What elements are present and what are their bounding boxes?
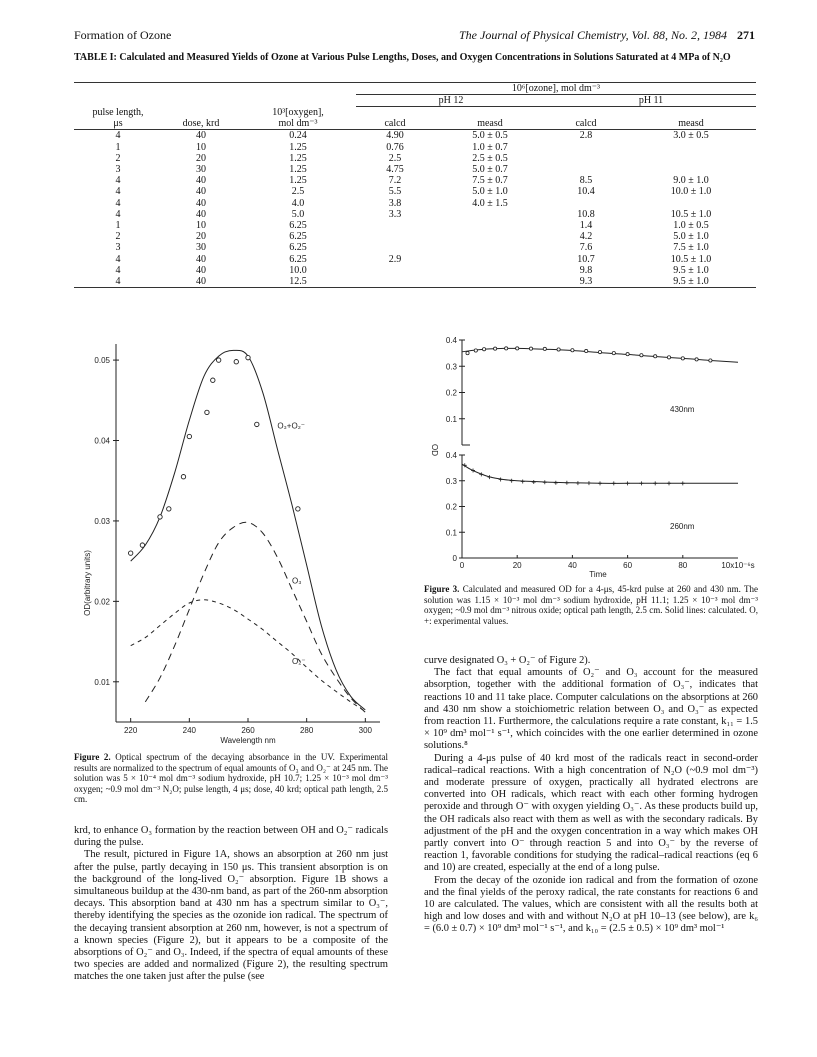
table-row — [74, 209, 756, 220]
figure-2 — [74, 338, 384, 750]
data-point — [576, 481, 580, 485]
table-cell — [434, 276, 546, 288]
x-tick-label: 240 — [182, 726, 197, 735]
x-tick-label: 80 — [678, 561, 688, 570]
table-cell: 1.0 ± 0.7 — [472, 141, 508, 153]
table-cell: 5.0 ± 0.7 — [472, 163, 508, 175]
table-cell: 10.8 — [577, 208, 595, 220]
table-cell: 5.5 — [388, 186, 402, 198]
right-column-text — [424, 655, 758, 936]
table-row — [74, 265, 756, 276]
table-cell — [434, 209, 546, 220]
table-cell — [356, 231, 434, 242]
table-cell: 20 — [196, 152, 206, 164]
data-point — [234, 359, 238, 363]
table-cell: 2.8 — [579, 130, 593, 142]
journal-citation — [459, 28, 755, 43]
table-cell: 1.25 — [289, 163, 307, 175]
table-cell: 4 — [115, 264, 121, 276]
data-point — [499, 477, 503, 481]
table-cell: 4 — [115, 253, 121, 265]
ozone-yield-table — [74, 82, 756, 288]
table-cell: 40 — [196, 208, 206, 220]
table-cell: 4 — [115, 186, 121, 198]
table-cell: 1.0 ± 0.5 — [673, 219, 709, 231]
data-point — [543, 347, 546, 350]
data-point — [529, 347, 532, 350]
left-column-text — [74, 825, 388, 984]
y-tick-label: 0.01 — [94, 677, 110, 687]
data-point — [181, 475, 185, 479]
ph12-header: pH 12 — [356, 95, 546, 107]
figure-3-chart — [420, 330, 760, 580]
data-point — [626, 353, 629, 356]
data-point — [205, 410, 209, 414]
paragraph: During a 4-μs pulse of 40 krd most of the radicals react in second-order radical–radical reactions. With a high concentration of N₂O (~0.9 mol dm⁻³) and moderate pressure of oxygen, practically all hydrated electrons are converted into OH radicals, which react with each other forming hydrogen peroxide and through O⁻ with oxygen yielding O₃⁻. As these products build up, the OH radicals also react with them as well as with the secondary radicals. By adjustment of the pH and the oxygen concentration in a way which makes OH partly convert into O⁻ through reaction 5 and into O₃⁻ by the reverse of reaction 1, favorable conditions for studying the radical–radical reactions (eq 6 and 10) are created, especially at the end of a long pulse. — [424, 752, 758, 874]
y-tick-label: 0.04 — [94, 436, 110, 446]
paragraph: curve designated O₃ + O₂⁻ of Figure 2). — [424, 655, 591, 666]
page-number: 271 — [737, 28, 755, 42]
table-cell: 4 — [115, 208, 121, 220]
data-point — [510, 479, 514, 483]
x-axis-label: Wavelength nm — [220, 736, 276, 745]
table-cell: 6.25 — [289, 219, 307, 231]
table-cell — [626, 142, 756, 153]
table-cell: 10.0 ± 1.0 — [670, 186, 712, 198]
figure-2-caption-text: Optical spectrum of the decaying absorbance in the UV. Experimental results are normalized to the spectrum of equal amounts of O₃ and O₂⁻ at 245 nm. The solution was 5 × 10⁻⁴ mol dm⁻³ sodium hydroxide, pH 10.7; 1.25 × 10⁻³ mol dm⁻³ oxygen; ~0.9 mol dm⁻³ N₂O; pulse length, 4 μs; dose, 40 krd; optical path length, 2.5 cm. — [74, 752, 388, 804]
x-tick-label: 280 — [299, 726, 314, 735]
table-cell: 10.0 — [289, 264, 307, 276]
table-cell: 40 — [196, 186, 206, 198]
y-tick-label: 0.1 — [445, 528, 457, 538]
series-line-1 — [131, 350, 366, 710]
data-point — [532, 480, 536, 484]
table-cell: 9.8 — [579, 264, 593, 276]
table-row — [74, 276, 756, 288]
table-cell: 40 — [196, 264, 206, 276]
data-point — [246, 355, 250, 359]
figure-3-caption-text: Calculated and measured OD for a 4-μs, 45-krd pulse at 260 and 430 nm. The solution was 1.15 × 10⁻³ mol dm⁻³ sodium hydroxide, pH 11.1; 1.25 × 10⁻³ mol dm⁻³ oxygen; ~0.9 mol dm⁻³ nitrous oxide; optical path length, 2.5 cm. Solid lines: calculated. O, +: experimental values. — [424, 584, 758, 626]
table-cell: 10.7 — [577, 253, 595, 265]
x-tick-label: 220 — [123, 726, 138, 735]
data-point — [640, 354, 643, 357]
x-unit-label: 10x10⁻⁶s — [721, 561, 755, 570]
table-cell: 5.0 — [291, 208, 305, 220]
data-point — [639, 481, 643, 485]
col-pulse-unit: μs — [74, 118, 162, 130]
data-point — [543, 480, 547, 484]
data-point — [516, 347, 519, 350]
table-cell: 10.5 ± 1.0 — [670, 208, 712, 220]
table-cell: 40 — [162, 276, 240, 288]
y-tick-label: 0.02 — [94, 597, 110, 607]
data-point — [681, 357, 684, 360]
data-point — [667, 356, 670, 359]
series-line-2 — [145, 522, 365, 712]
table-cell: 3 — [115, 163, 121, 175]
table-cell: 7.6 — [579, 242, 593, 254]
data-point — [667, 481, 671, 485]
table-cell: 2.5 ± 0.5 — [472, 152, 508, 164]
data-point — [654, 355, 657, 358]
table-cell — [626, 153, 756, 164]
data-point — [505, 347, 508, 350]
ph11-header: pH 11 — [546, 95, 756, 107]
table-cell: 30 — [196, 242, 206, 254]
data-point — [167, 507, 171, 511]
table-row — [74, 220, 756, 231]
table-cell: 9.3 — [546, 276, 626, 288]
data-point — [466, 352, 469, 355]
paragraph: The result, pictured in Figure 1A, shows an absorption at 260 nm just after the pulse, partly decaying in 150 μs. This transient absorption is on the background of the long-lived O₂⁻ absorption. Figure 1B shows a simultaneous buildup at the 430-nm band, as part of the 260-nm absorption decays. This absorption band at 430 nm has a spectrum similar to O₃⁻, thereby identifying the species as the ozonide ion radical. The spectrum of the decaying transient absorption at 260 nm, however, is not a spectrum of a known species (Figure 2), but it appears to be a composite of the absorptions of O₂⁻ and O₃. Indeed, if the spectra of equal amounts of these two species are added and normalized (Figure 2), the resulting spectrum matches the one taken just after the pulse (see — [74, 849, 388, 983]
col-pulse-header: pulse length, — [92, 106, 144, 118]
table-cell: 4 — [74, 276, 162, 288]
figure-3 — [420, 330, 760, 580]
data-point — [211, 378, 215, 382]
paragraph: From the decay of the ozonide ion radical and from the formation of ozone and the final yields of the peroxy radical, the rate constants for reactions 6 and 10 are calculated. The values, which are consistent with all the results both at high and low doses and with and without N₂O at pH 10–13 (see below), are k₆ = (6.0 ± 0.7) × 10⁹ dm³ mol⁻¹ s⁻¹, and k₁₀ = (2.5 ± 0.5) × 10⁹ dm³ mol⁻¹ — [424, 874, 758, 935]
table-cell — [434, 231, 546, 242]
table-row — [74, 242, 756, 253]
table-cell — [626, 198, 756, 209]
y-tick-label: 0.4 — [445, 451, 457, 460]
y-tick-label: 0.2 — [445, 502, 457, 512]
journal-name: The Journal of Physical Chemistry, Vol. 88, No. 2, 1984 — [459, 28, 727, 42]
data-point — [296, 507, 300, 511]
table-cell — [434, 254, 546, 265]
table-cell: 4 — [115, 130, 121, 142]
data-point — [653, 481, 657, 485]
table-row — [74, 254, 756, 265]
table-cell — [356, 242, 434, 253]
figure-3-caption-label: Figure 3. — [424, 584, 460, 594]
data-point — [557, 348, 560, 351]
y-tick-label: 0.03 — [94, 516, 110, 526]
table-row — [74, 175, 756, 186]
y-tick-label: 0.3 — [445, 476, 457, 486]
table-cell: 5.0 ± 1.0 — [673, 231, 709, 243]
table-cell — [356, 220, 434, 231]
ozone-group-header: 10⁶[ozone], mol dm⁻³ — [356, 83, 756, 95]
data-point — [479, 472, 483, 476]
table-cell: 4.0 ± 1.5 — [472, 197, 508, 209]
table-cell: 3.3 — [388, 208, 402, 220]
col-oxygen-unit: mol dm⁻³ — [240, 118, 356, 130]
table-cell: 8.5 — [579, 175, 593, 187]
data-point — [612, 352, 615, 355]
table-cell: 1 — [115, 141, 121, 153]
table-cell: 10.5 ± 1.0 — [670, 253, 712, 265]
table-cell — [546, 164, 626, 175]
data-point — [598, 481, 602, 485]
data-point — [565, 481, 569, 485]
table-cell: 4.90 — [386, 130, 404, 142]
x-tick-label: 300 — [358, 726, 373, 735]
col-measd-ph11: measd — [626, 118, 756, 130]
y-axis-label: OD — [430, 444, 439, 456]
data-point — [626, 481, 630, 485]
series-label-o2: O₂⁻ — [292, 657, 306, 667]
table-cell — [626, 164, 756, 175]
x-tick-label: 60 — [623, 561, 633, 570]
table-cell: 6.25 — [289, 253, 307, 265]
table-cell: 4 — [115, 197, 121, 209]
col-calcd-ph11: calcd — [546, 118, 626, 130]
table-cell: 1.25 — [289, 152, 307, 164]
table-cell — [434, 265, 546, 276]
panel-label: 260nm — [670, 522, 695, 531]
table-caption: TABLE I: Calculated and Measured Yields of Ozone at Various Pulse Lengths, Doses, and Oxygen Concentrations in Solutions Saturated at 4 MPa of N₂O — [74, 52, 731, 63]
data-point — [554, 481, 558, 485]
table-cell: 2 — [115, 231, 121, 243]
data-point — [158, 515, 162, 519]
col-oxygen-header: 10³[oxygen], — [272, 106, 324, 118]
table-cell — [356, 265, 434, 276]
table-cell — [546, 153, 626, 164]
y-axis-label: OD(arbitrary units) — [83, 550, 92, 616]
col-calcd-ph12: calcd — [356, 118, 434, 130]
figure-3-caption — [424, 584, 758, 626]
series-label-sum: O₃+O₂⁻ — [277, 421, 306, 431]
data-point — [255, 422, 259, 426]
data-point — [585, 349, 588, 352]
table-cell: 0.24 — [289, 130, 307, 142]
table-row — [74, 186, 756, 197]
table-cell: 7.5 ± 1.0 — [673, 242, 709, 254]
table-cell: 0.76 — [386, 141, 404, 153]
data-point — [488, 475, 492, 479]
x-tick-label: 0 — [459, 561, 465, 570]
table-cell: 1 — [115, 219, 121, 231]
table-cell: 5.0 ± 0.5 — [472, 130, 508, 142]
table-row — [74, 130, 756, 142]
table-cell: 20 — [196, 231, 206, 243]
table-cell: 4.2 — [579, 231, 593, 243]
table-cell: 4.75 — [386, 163, 404, 175]
table-cell — [546, 198, 626, 209]
table-cell: 3 — [115, 242, 121, 254]
table-cell: 12.5 — [240, 276, 356, 288]
y-tick-label: 0.2 — [445, 388, 457, 398]
table-row — [74, 198, 756, 209]
series-line — [462, 464, 738, 483]
data-point — [598, 350, 601, 353]
x-tick-label: 40 — [567, 561, 577, 570]
col-measd-ph12: measd — [434, 118, 546, 130]
table-row — [74, 231, 756, 242]
paragraph: krd, to enhance O₃ formation by the reaction between OH and O₂⁻ radicals during the pulse. — [74, 825, 388, 849]
data-point — [695, 358, 698, 361]
y-tick-label: 0.3 — [445, 362, 457, 372]
y-tick-label: 0.4 — [445, 336, 457, 345]
table-cell: 10.4 — [577, 186, 595, 198]
table-cell: 4.0 — [291, 197, 305, 209]
panel-label: 430nm — [670, 405, 695, 414]
table-row — [74, 153, 756, 164]
y-tick-label: 0.1 — [445, 414, 457, 424]
table-cell: 6.25 — [289, 231, 307, 243]
data-point — [187, 434, 191, 438]
figure-2-caption-label: Figure 2. — [74, 752, 111, 762]
running-head: Formation of Ozone — [74, 28, 172, 42]
data-point — [128, 551, 132, 555]
y-tick-label: 0 — [452, 554, 457, 563]
data-point — [482, 348, 485, 351]
table-cell: 7.2 — [388, 175, 402, 187]
paragraph: The fact that equal amounts of O₂⁻ and O₃ account for the measured absorption, together with the additional formation of O₃⁻, indicates that reactions 10 and 11 take place. Computer calculations on the absorptions at 260 and 430 nm show a stoichiometric relation between O₃ and O₃⁻ as expected from reaction 11. Furthermore, the calculations require a rate constant, k₁₁ = 1.5 × 10⁹ dm³ mol⁻¹ s⁻¹, which coincides with the one earlier determined in ozone solutions.⁸ — [424, 667, 758, 752]
table-cell: 2.5 — [388, 152, 402, 164]
figure-2-chart — [74, 338, 384, 750]
figure-2-caption — [74, 752, 388, 805]
table-cell: 10 — [196, 141, 206, 153]
data-point — [494, 347, 497, 350]
data-point — [474, 349, 477, 352]
table-cell: 1.25 — [289, 175, 307, 187]
x-axis-label: Time — [589, 570, 607, 579]
data-point — [612, 481, 616, 485]
x-tick-label: 20 — [512, 561, 522, 570]
table-row — [74, 142, 756, 153]
table-cell: 2.5 — [291, 186, 305, 198]
series-line-3 — [131, 600, 366, 712]
table-cell: 1.25 — [289, 141, 307, 153]
col-dose-header: dose, krd — [162, 118, 240, 130]
table-cell — [434, 220, 546, 231]
data-point — [681, 481, 685, 485]
y-tick-label: 0.05 — [94, 356, 110, 366]
table-cell: 40 — [196, 253, 206, 265]
table-cell: 9.0 ± 1.0 — [673, 175, 709, 187]
data-point — [571, 349, 574, 352]
table-cell: 9.5 ± 1.0 — [673, 264, 709, 276]
table-cell: 40 — [196, 130, 206, 142]
table-cell: 10 — [196, 219, 206, 231]
table-cell: 7.5 ± 0.7 — [472, 175, 508, 187]
x-tick-label: 260 — [241, 726, 255, 735]
series-label-o3: O₃ — [292, 576, 302, 586]
table-cell: 6.25 — [289, 242, 307, 254]
table-cell: 2.9 — [388, 253, 402, 265]
table-cell — [434, 242, 546, 253]
table-row — [74, 164, 756, 175]
table-cell: 40 — [196, 175, 206, 187]
data-point — [521, 480, 525, 484]
data-point — [471, 468, 475, 472]
table-cell: 30 — [196, 163, 206, 175]
data-point — [140, 543, 144, 547]
table-cell: 3.8 — [388, 197, 402, 209]
data-point — [709, 359, 712, 362]
data-point — [216, 358, 220, 362]
table-cell: 40 — [196, 197, 206, 209]
data-point — [587, 481, 591, 485]
table-cell — [546, 142, 626, 153]
table-cell — [356, 276, 434, 288]
table-cell: 4 — [115, 175, 121, 187]
table-cell: 3.0 ± 0.5 — [673, 130, 709, 142]
table-cell: 1.4 — [579, 219, 593, 231]
table-cell: 2 — [115, 152, 121, 164]
table-cell: 5.0 ± 1.0 — [472, 186, 508, 198]
table-cell: 9.5 ± 1.0 — [626, 276, 756, 288]
